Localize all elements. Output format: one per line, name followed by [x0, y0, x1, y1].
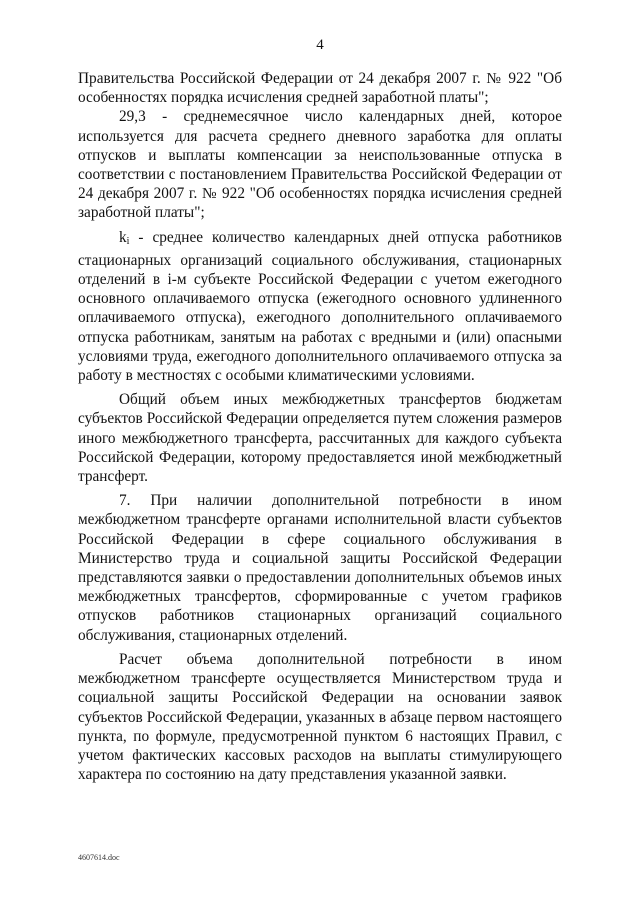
paragraph-1: Правительства Российской Федерации от 24 декабря 2007 г. № 922 "Об особенностях порядка исчисления средней заработной платы"; — [78, 70, 562, 107]
variable-subscript: i — [126, 235, 130, 247]
paragraph-2: 29,3 - среднемесячное число календарных дней, которое используется для расчета среднего дневного заработка для оплаты отпусков и выплаты компенсации за неиспользованные отпуска в соответствии с постановлением Правительства Российской Федерации от 24 декабря 2007 г. № 922 "Об особенностях порядка исчисления средней заработной платы"; — [78, 108, 562, 222]
variable-symbol: k — [119, 228, 127, 246]
paragraph-3 — [78, 228, 562, 386]
footer-filename: 4607614.doc — [78, 853, 120, 862]
variable-k-i — [119, 229, 129, 246]
paragraph-6: Расчет объема дополнительной потребности в ином межбюджетном трансферте осуществляется Министерством труда и социальной защиты Российской Федерации на основании заявок субъектов Российской Федерации, указанных в абзаце первом настоящего пункта, по формуле, предусмотренной пунктом 6 настоящих Правил, с учетом фактических кассовых расходов на выплаты стимулирующего характера по состоянию на дату представления указанной заявки. — [78, 650, 562, 784]
paragraph-3-text: - среднее количество календарных дней отпуска работников стационарных организаций социального обслуживания, стационарных отделений в i-м субъекте Российской Федерации с учетом ежегодного основного оплачиваемого отпуска (ежегодного основного удлиненного оплачиваемого отпуска), ежегодного дополнительного оплачиваемого отпуска работникам, занятым на работах с вредными и (или) опасными условиями труда, ежегодного дополнительного оплачиваемого отпуска за работу в местностях с особыми климатическими условиями. — [78, 228, 562, 385]
paragraph-4: Общий объем иных межбюджетных трансфертов бюджетам субъектов Российской Федерации определяется путем сложения размеров иного межбюджетного трансферта, рассчитанных для каждого субъекта Российской Федерации, которому предоставляется иной межбюджетный трансферт. — [78, 391, 562, 486]
document-body — [78, 69, 562, 784]
page-number: 4 — [316, 37, 324, 53]
paragraph-5: 7. При наличии дополнительной потребности в ином межбюджетном трансферте органами исполнительной власти субъектов Российской Федерации в сфере социального обслуживания в Министерство труда и социальной защиты Российской Федерации представляются заявки о предоставлении дополнительных объемов иных межбюджетных трансфертов, сформированные с учетом графиков отпусков работников стационарных организаций социального обслуживания, стационарных отделений. — [78, 492, 562, 644]
